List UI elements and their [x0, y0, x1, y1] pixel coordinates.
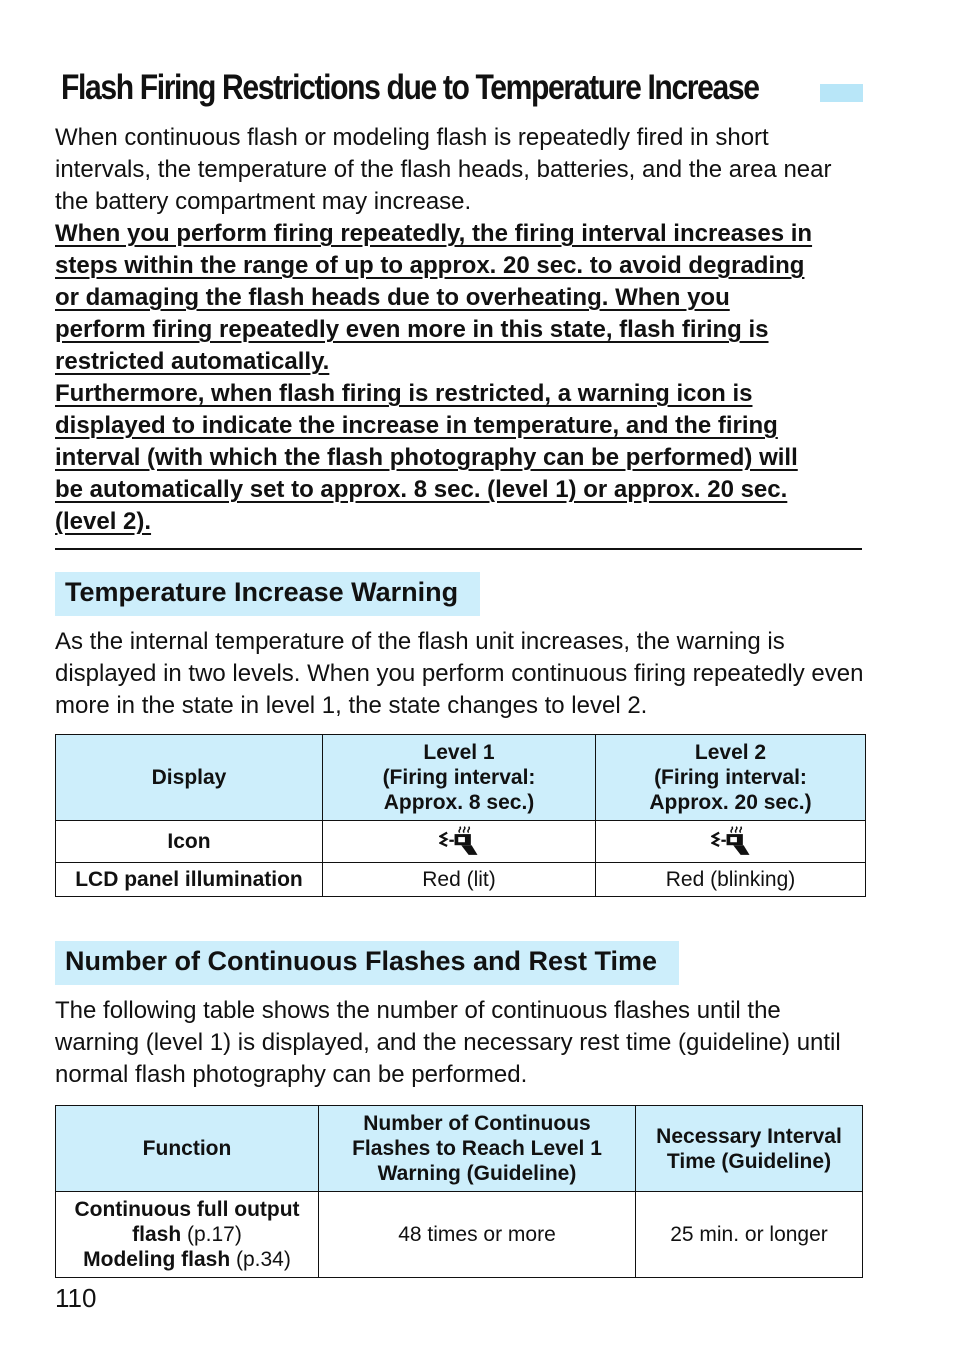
- table-header-row: [56, 735, 866, 821]
- bold-line: be automatically set to approx. 8 sec. (level 1) or approx. 20 sec.: [55, 476, 788, 503]
- lcd-level-2: Red (blinking): [596, 863, 866, 897]
- flash-count-cell: 48 times or more: [319, 1192, 636, 1278]
- bold-line: steps within the range of up to approx. 20 sec. to avoid degrading: [55, 252, 805, 279]
- function-cell: Continuous full output flash (p.17) Modeling flash (p.34): [56, 1192, 319, 1278]
- header-number-of-flashes: Number of Continuous Flashes to Reach Level 1 Warning (Guideline): [319, 1106, 636, 1192]
- warning-levels-table: [55, 734, 866, 897]
- header-level-2: Level 2 (Firing interval: Approx. 20 sec.): [596, 735, 866, 821]
- flash-temperature-warning-icon: [439, 825, 479, 858]
- bold-line: displayed to indicate the increase in temperature, and the firing: [55, 412, 778, 439]
- flash-temperature-warning-icon: [711, 825, 751, 858]
- title-accent-bar: [820, 84, 863, 102]
- divider: [55, 548, 862, 550]
- bold-line: interval (with which the flash photography can be performed) will: [55, 444, 798, 471]
- interval-cell: 25 min. or longer: [636, 1192, 863, 1278]
- page-number: 110: [55, 1283, 97, 1313]
- level-2-icon-cell: [596, 821, 866, 863]
- page-title: Flash Firing Restrictions due to Temperature Increase: [61, 68, 759, 107]
- section-text-temperature-warning: As the internal temperature of the flash unit increases, the warning is displayed in two levels. When you perform continuous firing repeatedly even more in the state in level 1, the state changes to level 2.: [55, 628, 864, 719]
- section-heading-temperature-warning: Temperature Increase Warning: [55, 572, 480, 616]
- header-interval-time: Necessary Interval Time (Guideline): [636, 1106, 863, 1192]
- section-heading-continuous-flashes: Number of Continuous Flashes and Rest Time: [55, 941, 679, 985]
- row-label-lcd: LCD panel illumination: [56, 863, 323, 897]
- bold-paragraph-2: [55, 378, 865, 538]
- section-text-continuous-flashes: The following table shows the number of continuous flashes until the warning (level 1) is displayed, and the necessary rest time (guideline) until normal flash photography can be performed.: [55, 997, 841, 1088]
- bold-line: or damaging the flash heads due to overheating. When you: [55, 284, 730, 311]
- title-row: [55, 60, 865, 116]
- continuous-flashes-table: [55, 1105, 863, 1278]
- bold-line: (level 2).: [55, 508, 152, 535]
- table-row: [56, 821, 866, 863]
- intro-paragraph: When continuous flash or modeling flash is repeatedly fired in short intervals, the temperature of the flash heads, batteries, and the area near the battery compartment may increase.: [55, 124, 832, 215]
- bold-line: perform firing repeatedly even more in this state, flash firing is: [55, 316, 769, 343]
- bold-line: restricted automatically.: [55, 348, 330, 375]
- header-function: Function: [56, 1106, 319, 1192]
- page: [55, 60, 865, 1278]
- table-row: [56, 863, 866, 897]
- header-display: Display: [56, 735, 323, 821]
- row-label-icon: Icon: [56, 821, 323, 863]
- lcd-level-1: Red (lit): [323, 863, 596, 897]
- bold-line: Furthermore, when flash firing is restricted, a warning icon is: [55, 380, 753, 407]
- header-level-1: Level 1 (Firing interval: Approx. 8 sec.): [323, 735, 596, 821]
- bold-paragraph-1: [55, 218, 865, 378]
- level-1-icon-cell: [323, 821, 596, 863]
- bold-line: When you perform firing repeatedly, the firing interval increases in: [55, 220, 813, 247]
- table-row: [56, 1192, 863, 1278]
- table-header-row: [56, 1106, 863, 1192]
